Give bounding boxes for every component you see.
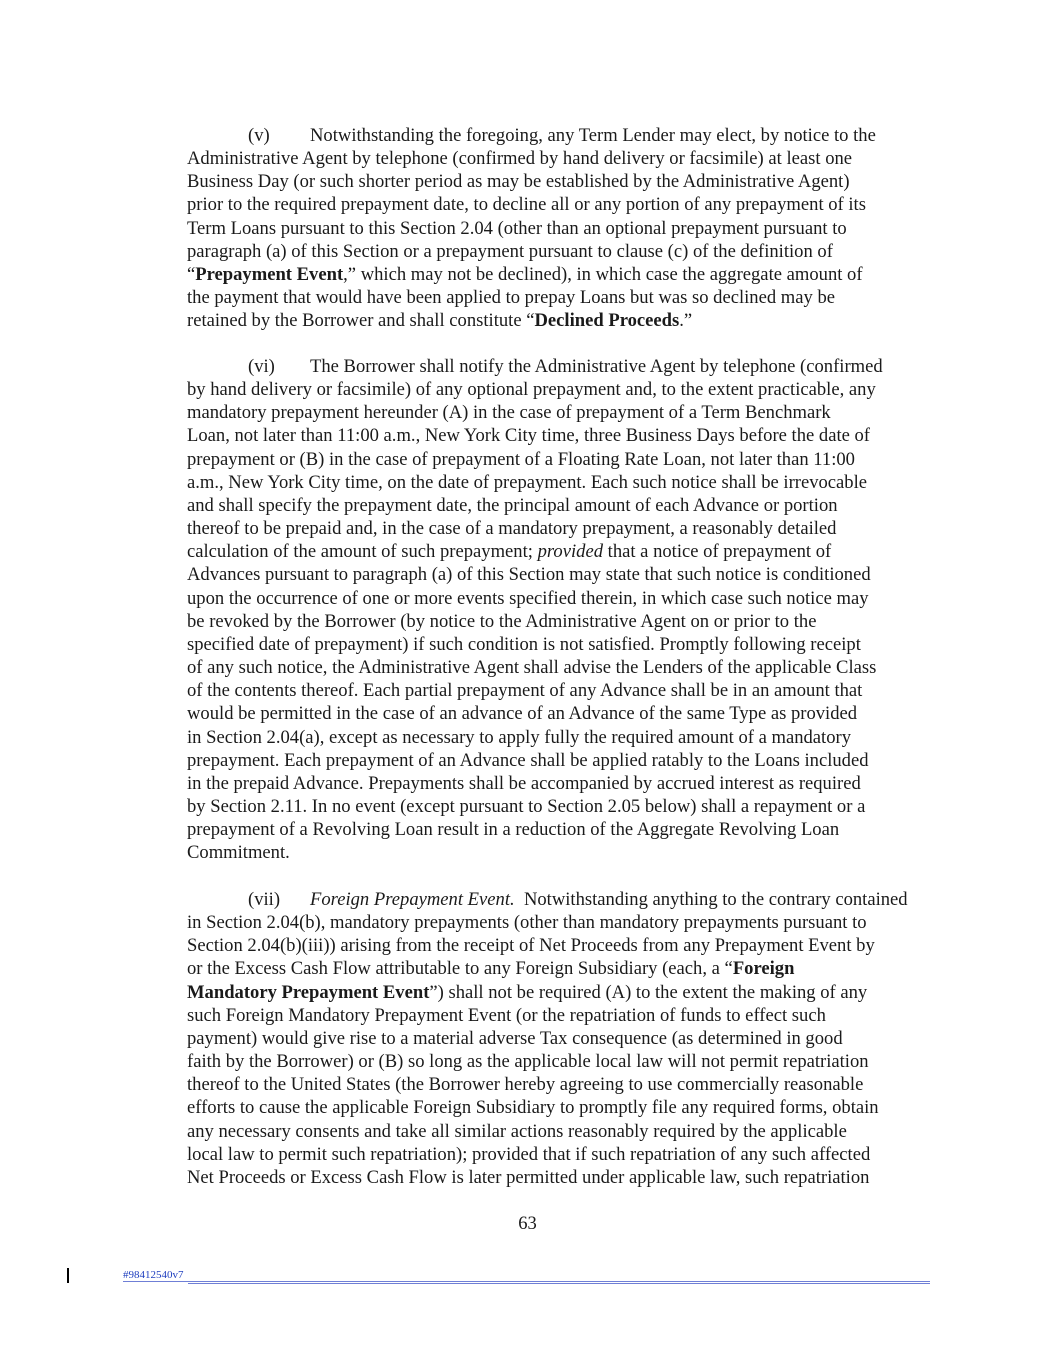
paragraph-line: a.m., New York City time, on the date of prepayment. Each such notice shall be irrevocable: [187, 471, 868, 493]
paragraph-line: would be permitted in the case of an advance of an Advance of the same Type as provided: [187, 703, 858, 725]
defined-term: Mandatory Prepayment Event: [187, 981, 430, 1003]
paragraph-line: paragraph (a) of this Section or a prepayment pursuant to clause (c) of the definition of: [187, 240, 833, 262]
paragraph-line: of the contents thereof. Each partial prepayment of any Advance shall be in an amount that: [187, 680, 863, 702]
paragraph-number: (v): [248, 125, 270, 146]
paragraph-number: (vii): [248, 889, 281, 910]
paragraph-line: Advances pursuant to paragraph (a) of this Section may state that such notice is conditioned: [187, 564, 871, 586]
paragraph-vi: [187, 355, 929, 864]
paragraph-line: by hand delivery or facsimile) of any optional prepayment and, to the extent practicable, any: [187, 379, 876, 401]
paragraph-line: or the Excess Cash Flow attributable to any Foreign Subsidiary (each, a “Foreign: [187, 958, 795, 980]
paragraph-line: Loan, not later than 11:00 a.m., New York City time, three Business Days before the date of: [187, 425, 871, 447]
paragraph-line: calculation of the amount of such prepayment; provided that a notice of prepayment of: [187, 541, 832, 563]
paragraph-line: by Section 2.11. In no event (except pursuant to Section 2.05 below) shall a repayment or a: [187, 795, 866, 817]
paragraph-line: and shall specify the prepayment date, the principal amount of each Advance or portion: [187, 494, 838, 516]
paragraph-line: in the prepaid Advance. Prepayments shall be accompanied by accrued interest as required: [187, 772, 861, 794]
paragraph-line: Administrative Agent by telephone (confirmed by hand delivery or facsimile) at least one: [187, 148, 853, 170]
paragraph-line: Mandatory Prepayment Event”) shall not be required (A) to the extent the making of any: [187, 981, 868, 1003]
paragraph-line: thereof to the United States (the Borrower hereby agreeing to use commercially reasonable: [187, 1074, 864, 1096]
paragraph-line: (vi) The Borrower shall notify the Administrative Agent by telephone (confirmed: [248, 356, 883, 377]
paragraph-line: mandatory prepayment hereunder (A) in the case of prepayment of a Term Benchmark: [187, 402, 831, 424]
italic-term: provided: [537, 541, 603, 563]
paragraph-number: (vi): [248, 356, 275, 377]
paragraph-line: Section 2.04(b)(iii)) arising from the receipt of Net Proceeds from any Prepayment Event by: [187, 935, 875, 957]
footer-rule-secondary: [188, 1283, 930, 1284]
paragraph-line: payment) would give rise to a material adverse Tax consequence (as determined in good: [187, 1027, 843, 1049]
paragraph-line: of any such notice, the Administrative Agent shall advise the Lenders of the applicable Class: [187, 657, 877, 679]
defined-term: Foreign: [732, 958, 795, 980]
document-id: #98412540v7: [123, 1269, 184, 1281]
paragraph-line: such Foreign Mandatory Prepayment Event (or the repatriation of funds to effect such: [187, 1004, 826, 1026]
defined-term: Prepayment Event: [195, 263, 344, 285]
paragraph-line: prepayment of a Revolving Loan result in a reduction of the Aggregate Revolving Loan: [187, 819, 840, 841]
paragraph-line: local law to permit such repatriation); provided that if such repatriation of any such affected: [187, 1143, 871, 1165]
paragraph-line: Net Proceeds or Excess Cash Flow is later permitted under applicable law, such repatriation: [187, 1166, 870, 1188]
paragraph-line: faith by the Borrower) or (B) so long as the applicable local law will not permit repatriation: [187, 1051, 869, 1073]
paragraph-line: prior to the required prepayment date, to decline all or any portion of any prepayment of its: [187, 194, 866, 216]
paragraph-line: thereof to be prepaid and, in the case of a mandatory prepayment, a reasonably detailed: [187, 518, 837, 540]
paragraph-line: retained by the Borrower and shall constitute “Declined Proceeds.”: [187, 310, 693, 332]
paragraph-line: in Section 2.04(b), mandatory prepayments (other than mandatory prepayments pursuant to: [187, 912, 867, 934]
paragraph-v: [187, 124, 929, 332]
paragraph-line: (v) Notwithstanding the foregoing, any Term Lender may elect, by notice to the: [248, 125, 876, 146]
paragraph-line: in Section 2.04(a), except as necessary to apply fully the required amount of a mandatory: [187, 726, 851, 748]
paragraph-vii: [187, 888, 929, 1189]
paragraph-line: specified date of prepayment) if such condition is not satisfied. Promptly following receipt: [187, 633, 861, 655]
page-number: 63: [518, 1213, 537, 1234]
paragraph-line: any necessary consents and take all similar actions reasonably required by the applicable: [187, 1120, 847, 1142]
paragraph-line: be revoked by the Borrower (by notice to the Administrative Agent on or prior to the: [187, 610, 817, 632]
paragraph-line: Commitment.: [187, 842, 290, 864]
paragraph-line: (vii) Foreign Prepayment Event. Notwithstanding anything to the contrary contained: [248, 889, 908, 910]
change-bar: [67, 1268, 69, 1283]
paragraph-line: the payment that would have been applied to prepay Loans but was so declined may be: [187, 287, 836, 309]
paragraph-line: prepayment or (B) in the case of prepayment of a Floating Rate Loan, not later than 11:00: [187, 448, 855, 470]
paragraph-line: efforts to cause the applicable Foreign Subsidiary to promptly file any required forms, obtain: [187, 1097, 879, 1119]
footer-rule: [123, 1281, 930, 1282]
defined-term: Declined Proceeds: [534, 310, 680, 332]
paragraph-line: “Prepayment Event,” which may not be declined), in which case the aggregate amount of: [187, 263, 863, 285]
paragraph-line: Business Day (or such shorter period as may be established by the Administrative Agent): [187, 171, 850, 193]
paragraph-line: Term Loans pursuant to this Section 2.04 (other than an optional prepayment pursuant to: [187, 217, 847, 239]
section-heading: Foreign Prepayment Event.: [310, 889, 515, 910]
paragraph-line: prepayment. Each prepayment of an Advance shall be applied ratably to the Loans included: [187, 749, 869, 771]
paragraph-line: upon the occurrence of one or more events specified therein, in which case such notice may: [187, 587, 869, 609]
